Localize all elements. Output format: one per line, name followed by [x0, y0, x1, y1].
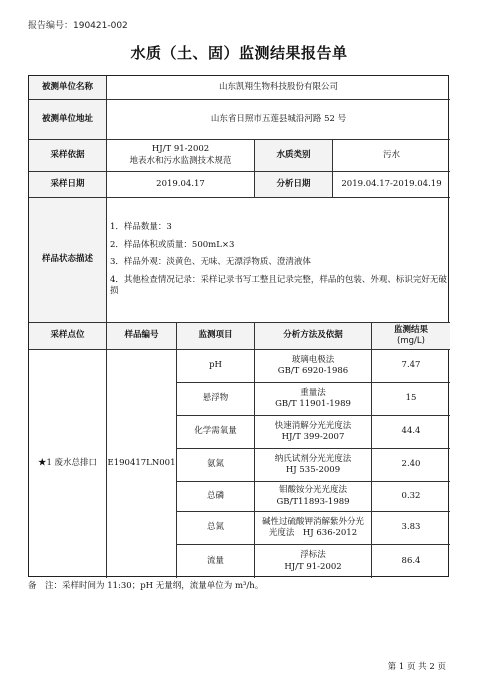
header-item: 监测项目 — [177, 323, 255, 350]
basis-label: 采样依据 — [29, 140, 107, 172]
method-total-nitrogen — [255, 512, 372, 545]
water-type-label: 水质类别 — [255, 140, 333, 172]
basis-value-code: HJ/T 91-2002 — [151, 144, 210, 155]
item-suspended-solids: 悬浮物 — [177, 383, 255, 416]
result-flow: 86.4 — [401, 555, 421, 566]
sampling-point-value: ★1 废水总排口 — [29, 350, 107, 578]
method-ph-std: GB/T 6920-1986 — [277, 366, 349, 376]
method-cod — [255, 416, 372, 449]
analysis-date-label: 分析日期 — [255, 172, 333, 198]
method-ammonia — [255, 449, 372, 482]
sample-note-2: 2．样品体积或质量：500mL×3 — [110, 239, 235, 250]
method-ss-std: GB/T 11901-1989 — [275, 399, 351, 409]
result-total-nitrogen: 3.83 — [372, 512, 450, 545]
result-total-phosphorus: 0.32 — [372, 482, 450, 512]
report-form — [28, 75, 449, 577]
method-ammonia-std: HJ 535-2009 — [285, 465, 341, 475]
method-ammonia-name: 纳氏试剂分光光度法 — [274, 453, 352, 464]
header-result-unit: (mg/L) — [397, 336, 425, 346]
header-result-label: 监测结果 — [393, 324, 428, 335]
sample-state-label: 样品状态描述 — [29, 198, 107, 323]
report-title: 水质（土、固）监测结果报告单 — [130, 44, 348, 62]
item-cod: 化学需氧量 — [177, 416, 255, 449]
result-ph: 7.47 — [372, 350, 450, 383]
address-label: 被测单位地址 — [29, 100, 107, 140]
sample-note-3: 3．样品外观：淡黄色、无味、无漂浮物质、澄清液体 — [110, 257, 311, 268]
address-value: 山东省日照市五莲县城沿河路 52 号 — [107, 100, 450, 140]
method-tp-name: 钼酸铵分光光度法 — [278, 485, 347, 496]
method-flow — [255, 545, 372, 578]
sampling-date-label: 采样日期 — [29, 172, 107, 198]
sample-note-4: 4．其他检查情况记录：采样记录书写工整且记录完整，样品的包装、外观、标识完好无破损 — [110, 274, 447, 297]
method-tn-std: 光度法 HJ 636-2012 — [268, 528, 358, 538]
basis-value-name: 地表水和污水监测技术规范 — [129, 155, 232, 166]
method-tp-std: GB/T11893-1989 — [276, 496, 350, 507]
method-ss-name: 重量法 — [300, 387, 326, 398]
method-cod-std: HJ/T 399-2007 — [281, 432, 345, 442]
method-ph — [255, 350, 372, 383]
analysis-date-value: 2019.04.17-2019.04.19 — [333, 172, 450, 198]
water-type-value: 污水 — [333, 140, 450, 172]
remark: 备 注：采样时间为 11:30；pH 无量纲，流量单位为 m³/h。 — [28, 581, 264, 591]
sample-note-1: 1．样品数量：3 — [110, 222, 172, 233]
method-flow-name: 浮标法 — [300, 550, 326, 561]
method-suspended-solids — [255, 383, 372, 416]
sample-state-notes — [107, 198, 450, 323]
basis-value — [107, 140, 255, 172]
header-sample-id: 样品编号 — [107, 323, 177, 350]
client-label: 被测单位名称 — [29, 76, 107, 100]
header-result — [372, 323, 450, 350]
header-point: 采样点位 — [29, 323, 107, 350]
result-cod: 44.4 — [372, 416, 450, 449]
sampling-date-value: 2019.04.17 — [107, 172, 255, 198]
item-flow: 流量 — [177, 545, 255, 578]
item-ph: pH — [177, 350, 255, 383]
method-ph-name: 玻璃电极法 — [291, 354, 335, 365]
result-suspended-solids: 15 — [372, 383, 450, 416]
page-number: 第 1 页 共 2 页 — [387, 662, 446, 672]
item-ammonia: 氨氮 — [177, 449, 255, 482]
item-total-nitrogen: 总氮 — [177, 512, 255, 545]
client-value: 山东凯翔生物科技股份有限公司 — [107, 76, 450, 100]
item-total-phosphorus: 总磷 — [177, 482, 255, 512]
result-ammonia: 2.40 — [372, 449, 450, 482]
sample-id-value: E190417LN001 — [107, 350, 177, 578]
method-total-phosphorus — [255, 482, 372, 512]
method-cod-name: 快速消解分光光度法 — [274, 420, 352, 431]
report-number: 报告编号：190421-002 — [28, 21, 128, 31]
method-tn-name: 碱性过硫酸钾消解紫外分光 — [261, 516, 364, 527]
method-flow-std: HJ/T 91-2002 — [284, 561, 342, 572]
header-method: 分析方法及依据 — [255, 323, 372, 350]
